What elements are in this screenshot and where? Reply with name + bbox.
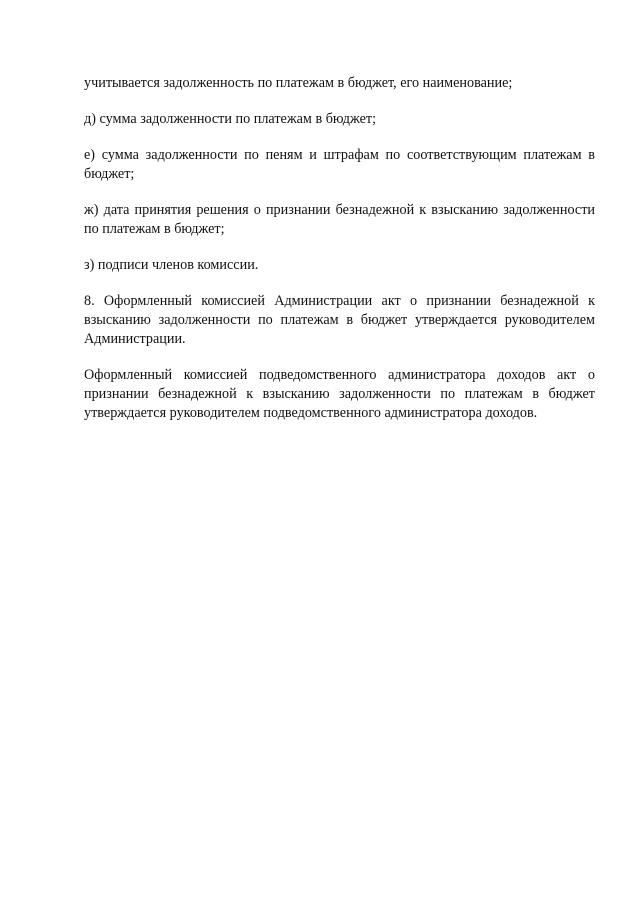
paragraph-debt-name: учитывается задолженность по платежам в бюджет, его наименование; [84, 75, 513, 91]
paragraph-subordinate-act: Оформленный комиссией подведомственного администратора доходов акт о признании безнадежной к взысканию задолженности по платежам в бюджет утверждается руководителем подведомственного администратора доходов. [84, 367, 595, 421]
paragraph-item-z: з) подписи членов комиссии. [84, 257, 259, 273]
paragraph-item-d: д) сумма задолженности по платежам в бюджет; [84, 111, 377, 127]
paragraph-item-zh: ж) дата принятия решения о признании безнадежной к взысканию задолженности по платежам в бюджет; [84, 202, 595, 237]
paragraph-item-e: е) сумма задолженности по пеням и штрафам по соответствующим платежам в бюджет; [84, 147, 595, 182]
document-body [84, 74, 595, 440]
paragraph-section-8: 8. Оформленный комиссией Администрации акт о признании безнадежной к взысканию задолженности по платежам в бюджет утверждается руководителем Администрации. [84, 293, 595, 347]
